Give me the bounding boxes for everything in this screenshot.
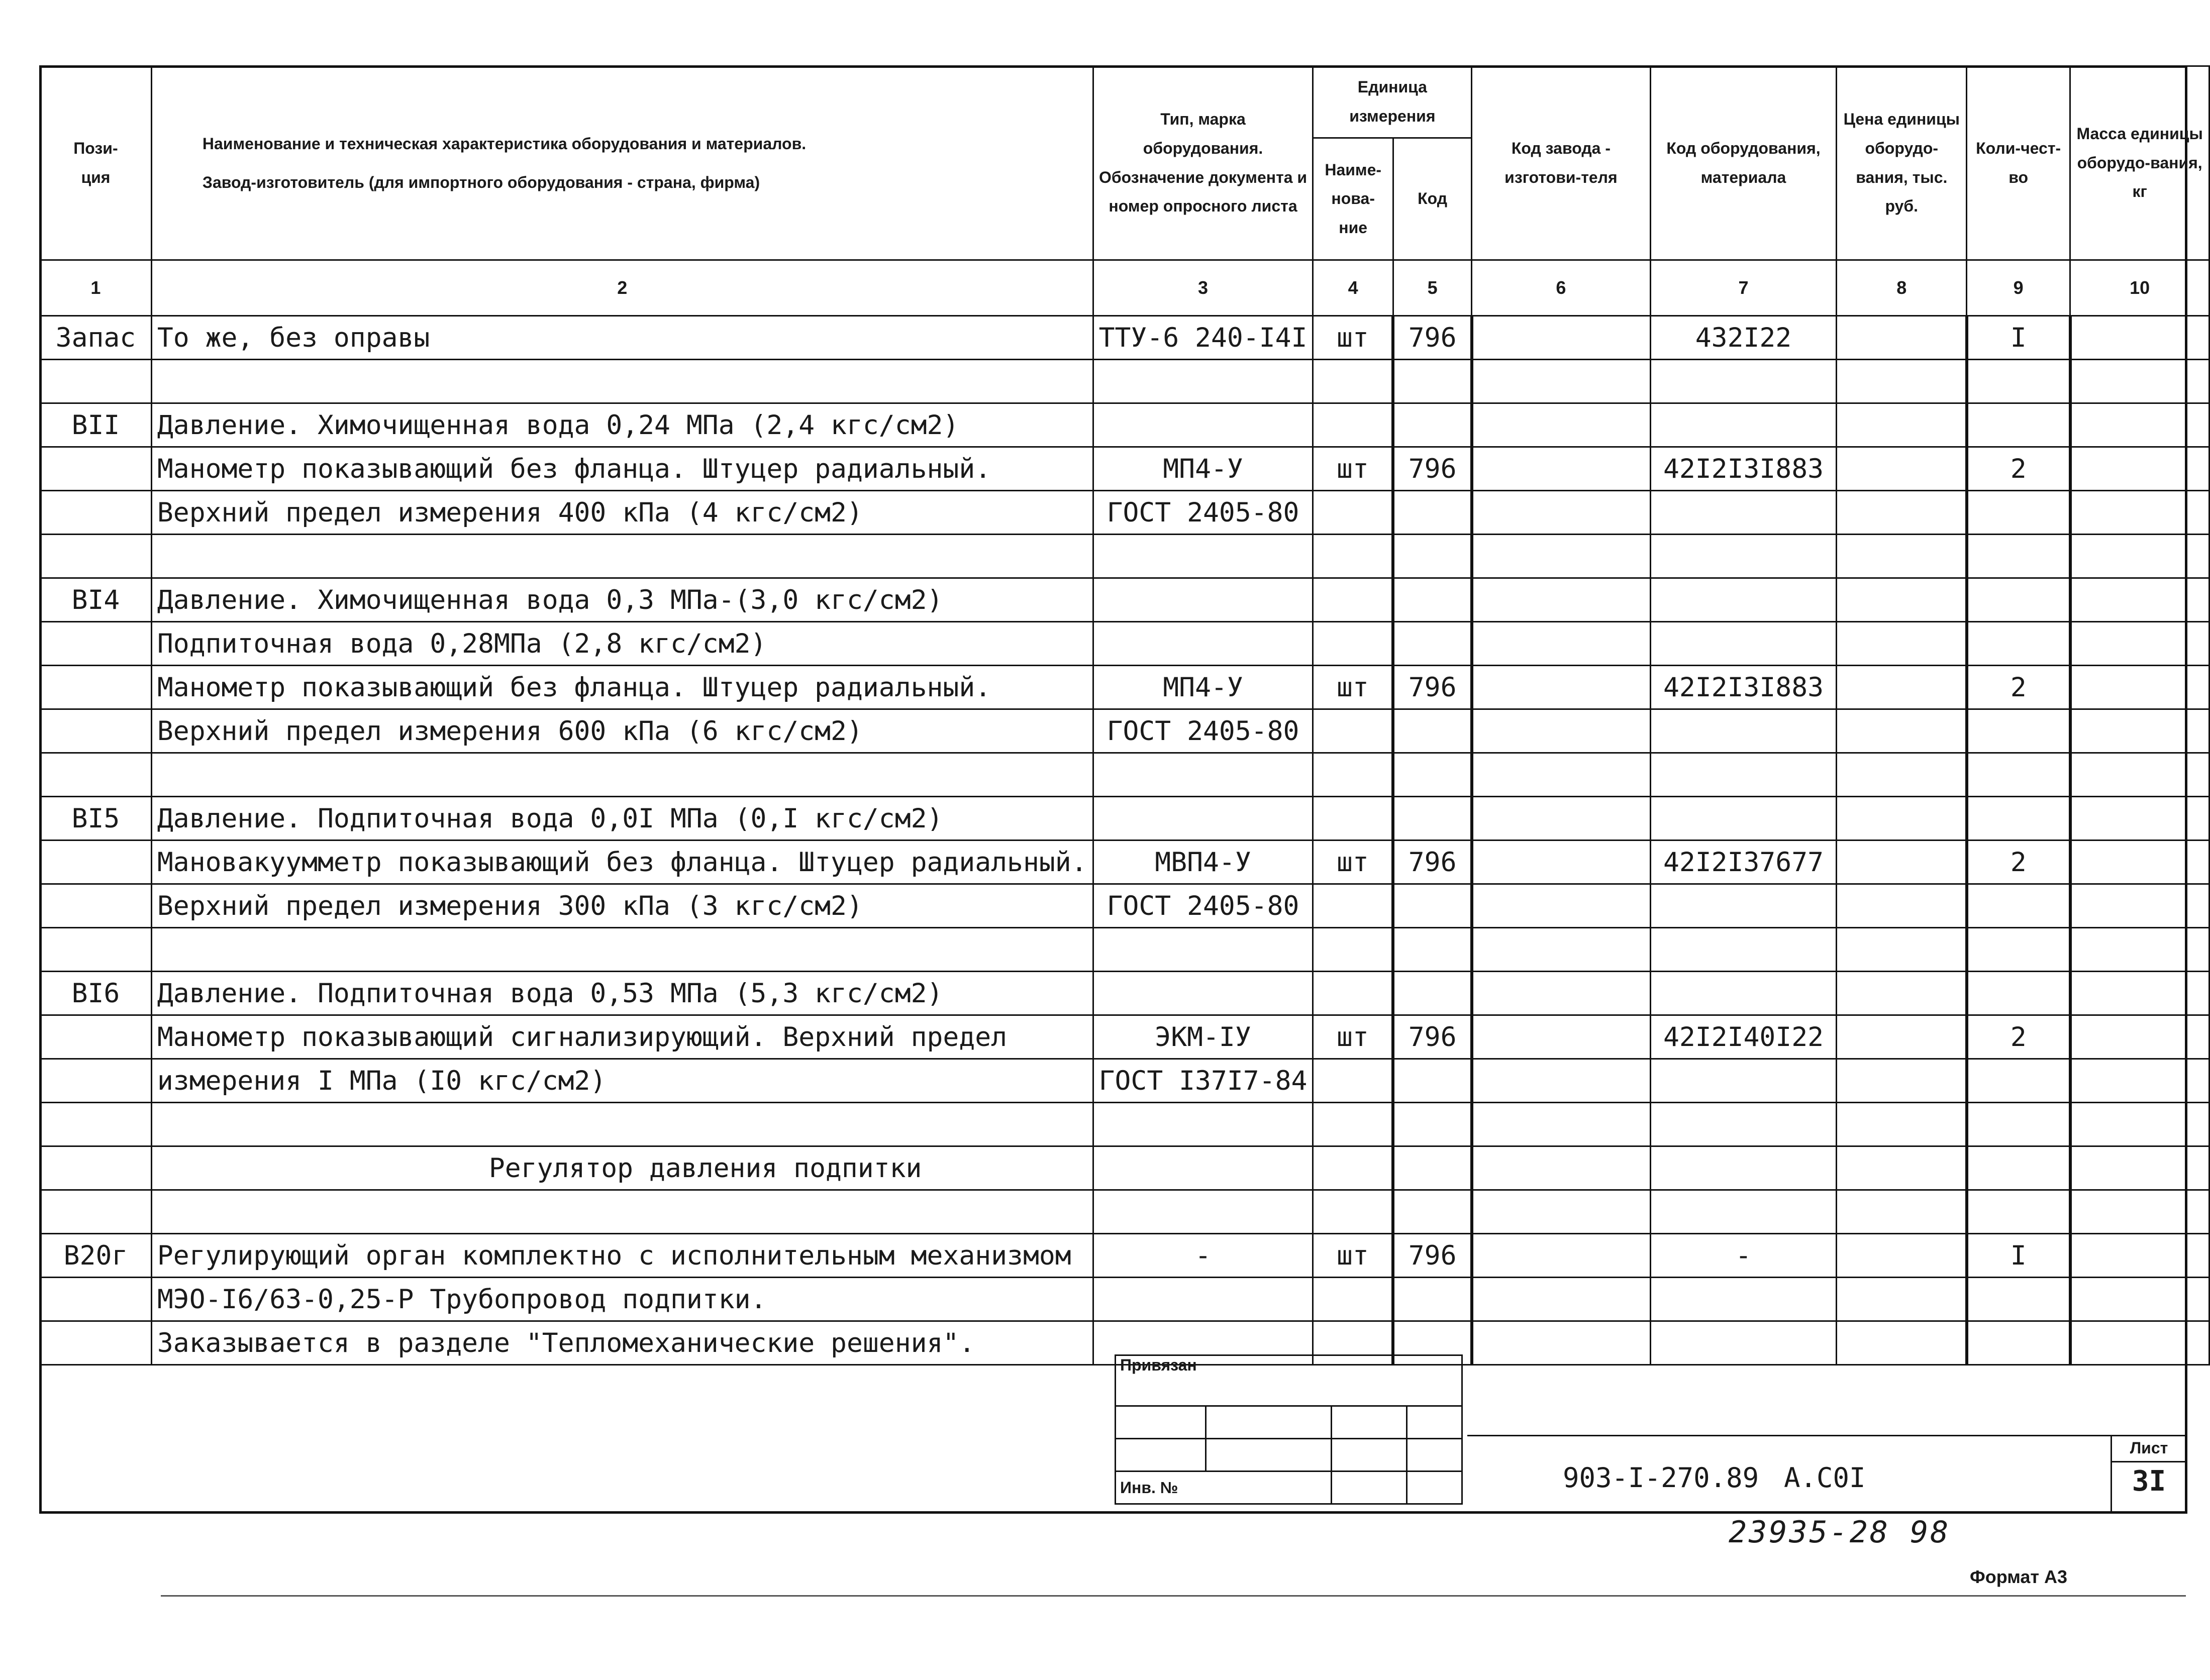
table-row — [40, 972, 2209, 1015]
type-cell: ГОСТ 2405-80 — [1093, 709, 1313, 753]
type-cell — [1093, 972, 1313, 1015]
unit-code-cell: 796 — [1393, 447, 1471, 491]
quantity-cell: I — [1967, 316, 2070, 360]
factory-code-cell — [1472, 666, 1650, 709]
approval-stamp — [1115, 1354, 1463, 1505]
unit-name-cell — [1313, 1059, 1393, 1103]
column-number: 8 — [1837, 260, 1967, 316]
column-number-row — [40, 260, 2209, 316]
table-row — [40, 1146, 2209, 1190]
equipment-code-cell — [1650, 491, 1837, 535]
unit-name-cell — [1313, 797, 1393, 841]
type-cell: - — [1093, 1234, 1313, 1278]
type-cell: ТТУ-6 240-I4I — [1093, 316, 1313, 360]
factory-code-cell — [1472, 403, 1650, 447]
type-cell — [1093, 578, 1313, 622]
price-cell — [1837, 666, 1967, 709]
mass-cell — [2070, 447, 2209, 491]
table-row — [40, 403, 2209, 447]
mass-cell — [2070, 491, 2209, 535]
type-cell: МП4-У — [1093, 666, 1313, 709]
factory-code-cell — [1472, 1146, 1650, 1190]
name-cell — [151, 535, 1093, 578]
mass-cell — [2070, 622, 2209, 666]
price-cell — [1837, 447, 1967, 491]
quantity-cell — [1967, 797, 2070, 841]
type-cell — [1093, 1190, 1313, 1234]
mass-cell — [2070, 535, 2209, 578]
name-cell — [151, 928, 1093, 972]
position-cell: B20г — [40, 1234, 152, 1278]
position-cell — [40, 709, 152, 753]
name-cell — [151, 360, 1093, 403]
equipment-code-cell — [1650, 1278, 1837, 1321]
header-factory-code: Код завода - изготови-теля — [1472, 66, 1650, 260]
quantity-cell — [1967, 1190, 2070, 1234]
table-row — [40, 360, 2209, 403]
equipment-code-cell — [1650, 1190, 1837, 1234]
mass-cell — [2070, 884, 2209, 928]
factory-code-cell — [1472, 1103, 1650, 1146]
unit-code-cell — [1393, 797, 1471, 841]
table-row — [40, 928, 2209, 972]
equipment-code-cell — [1650, 884, 1837, 928]
mass-cell — [2070, 578, 2209, 622]
mass-cell — [2070, 797, 2209, 841]
table-row — [40, 1234, 2209, 1278]
column-number: 1 — [40, 260, 152, 316]
table-row — [40, 316, 2209, 360]
price-cell — [1837, 1015, 1967, 1059]
factory-code-cell — [1472, 1015, 1650, 1059]
factory-code-cell — [1472, 535, 1650, 578]
price-cell — [1837, 1103, 1967, 1146]
name-cell: Давление. Химочищенная вода 0,24 МПа (2,4 кгс/см2) — [151, 403, 1093, 447]
unit-code-cell — [1393, 622, 1471, 666]
type-cell: МВП4-У — [1093, 841, 1313, 884]
name-cell: Манометр показывающий сигнализирующий. Верхний предел — [151, 1015, 1093, 1059]
mass-cell — [2070, 403, 2209, 447]
unit-name-cell — [1313, 928, 1393, 972]
price-cell — [1837, 709, 1967, 753]
mass-cell — [2070, 1146, 2209, 1190]
header-name-line1: Наименование и техническая характеристика оборудования и материалов. — [202, 134, 807, 153]
mass-cell — [2070, 1321, 2209, 1365]
column-number: 4 — [1313, 260, 1393, 316]
price-cell — [1837, 972, 1967, 1015]
name-cell: Манометр показывающий без фланца. Штуцер радиальный. — [151, 666, 1093, 709]
name-cell: Верхний предел измерения 400 кПа (4 кгс/см2) — [151, 491, 1093, 535]
header-quantity: Коли-чест-во — [1967, 66, 2070, 260]
equipment-code-cell: 42I2I3I883 — [1650, 666, 1837, 709]
unit-code-cell: 796 — [1393, 841, 1471, 884]
mass-cell — [2070, 1015, 2209, 1059]
mass-cell — [2070, 972, 2209, 1015]
equipment-code-cell — [1650, 753, 1837, 797]
header-position: Пози- ция — [40, 66, 152, 260]
unit-code-cell: 796 — [1393, 666, 1471, 709]
price-cell — [1837, 841, 1967, 884]
position-cell — [40, 1103, 152, 1146]
price-cell — [1837, 753, 1967, 797]
price-cell — [1837, 1190, 1967, 1234]
sheet-label: Лист — [2112, 1435, 2186, 1462]
position-cell — [40, 1015, 152, 1059]
position-cell: BI6 — [40, 972, 152, 1015]
quantity-cell — [1967, 360, 2070, 403]
price-cell — [1837, 403, 1967, 447]
name-cell: Регулятор давления подпитки — [151, 1146, 1093, 1190]
equipment-code-cell: 42I2I37677 — [1650, 841, 1837, 884]
unit-code-cell — [1393, 578, 1471, 622]
table-row — [40, 1190, 2209, 1234]
quantity-cell — [1967, 535, 2070, 578]
name-cell: Регулирующий орган комплектно с исполнительным механизмом — [151, 1234, 1093, 1278]
quantity-cell — [1967, 403, 2070, 447]
equipment-code-cell — [1650, 535, 1837, 578]
price-cell — [1837, 360, 1967, 403]
unit-code-cell — [1393, 1103, 1471, 1146]
price-cell — [1837, 1146, 1967, 1190]
unit-name-cell — [1313, 360, 1393, 403]
name-cell: Давление. Подпиточная вода 0,53 МПа (5,3 кгс/см2) — [151, 972, 1093, 1015]
unit-name-cell — [1313, 972, 1393, 1015]
name-cell — [151, 1190, 1093, 1234]
quantity-cell — [1967, 709, 2070, 753]
column-number: 10 — [2070, 260, 2209, 316]
quantity-cell — [1967, 928, 2070, 972]
position-cell — [40, 491, 152, 535]
equipment-code-cell — [1650, 928, 1837, 972]
name-cell — [151, 1103, 1093, 1146]
unit-code-cell — [1393, 972, 1471, 1015]
sheet-box — [2111, 1435, 2186, 1514]
header-unit-code: Код — [1393, 138, 1471, 260]
table-row — [40, 797, 2209, 841]
table-row — [40, 666, 2209, 709]
factory-code-cell — [1472, 316, 1650, 360]
column-number: 9 — [1967, 260, 2070, 316]
handwritten-number: 23935-28 98 — [1729, 1515, 1951, 1550]
unit-code-cell — [1393, 403, 1471, 447]
price-cell — [1837, 1278, 1967, 1321]
equipment-code-cell — [1650, 1103, 1837, 1146]
name-cell: Верхний предел измерения 300 кПа (3 кгс/см2) — [151, 884, 1093, 928]
unit-name-cell — [1313, 884, 1393, 928]
quantity-cell — [1967, 1103, 2070, 1146]
header-unit-mass: Масса единицы оборудо-вания, кг — [2070, 66, 2209, 260]
name-cell: измерения I МПа (I0 кгс/см2) — [151, 1059, 1093, 1103]
position-cell: BI4 — [40, 578, 152, 622]
position-cell — [40, 447, 152, 491]
unit-name-cell: шт — [1313, 666, 1393, 709]
equipment-code-cell: 42I2I3I883 — [1650, 447, 1837, 491]
price-cell — [1837, 1059, 1967, 1103]
quantity-cell — [1967, 884, 2070, 928]
unit-name-cell — [1313, 709, 1393, 753]
name-cell — [151, 753, 1093, 797]
type-cell: ГОСТ I37I7-84 — [1093, 1059, 1313, 1103]
unit-code-cell: 796 — [1393, 1234, 1471, 1278]
factory-code-cell — [1472, 841, 1650, 884]
position-cell — [40, 928, 152, 972]
equipment-code-cell — [1650, 972, 1837, 1015]
unit-name-cell — [1313, 622, 1393, 666]
factory-code-cell — [1472, 491, 1650, 535]
quantity-cell: 2 — [1967, 1015, 2070, 1059]
unit-code-cell — [1393, 1059, 1471, 1103]
unit-name-cell — [1313, 1278, 1393, 1321]
type-cell — [1093, 928, 1313, 972]
unit-name-cell: шт — [1313, 1015, 1393, 1059]
quantity-cell — [1967, 491, 2070, 535]
table-row — [40, 1059, 2209, 1103]
column-number: 5 — [1393, 260, 1471, 316]
unit-name-cell — [1313, 753, 1393, 797]
quantity-cell: 2 — [1967, 666, 2070, 709]
equipment-code-cell: - — [1650, 1234, 1837, 1278]
quantity-cell — [1967, 622, 2070, 666]
header-name — [151, 66, 1093, 260]
factory-code-cell — [1472, 1190, 1650, 1234]
mass-cell — [2070, 1234, 2209, 1278]
table-row — [40, 1278, 2209, 1321]
column-number: 2 — [151, 260, 1093, 316]
specification-table — [39, 65, 2210, 1366]
stamp-inventory-label: Инв. № — [1116, 1472, 1332, 1504]
stamp-linked-label: Привязан — [1116, 1355, 1462, 1406]
factory-code-cell — [1472, 1321, 1650, 1365]
unit-code-cell — [1393, 1146, 1471, 1190]
price-cell — [1837, 884, 1967, 928]
factory-code-cell — [1472, 1278, 1650, 1321]
equipment-code-cell — [1650, 403, 1837, 447]
mass-cell — [2070, 316, 2209, 360]
equipment-code-cell: 432I22 — [1650, 316, 1837, 360]
position-cell — [40, 1190, 152, 1234]
unit-name-cell — [1313, 1103, 1393, 1146]
unit-name-cell — [1313, 1146, 1393, 1190]
unit-name-cell — [1313, 403, 1393, 447]
price-cell — [1837, 1321, 1967, 1365]
unit-name-cell: шт — [1313, 841, 1393, 884]
type-cell — [1093, 535, 1313, 578]
header-unit-price: Цена единицы оборудо-вания, тыс. руб. — [1837, 66, 1967, 260]
position-cell — [40, 1321, 152, 1365]
position-cell: Запас — [40, 316, 152, 360]
unit-code-cell: 796 — [1393, 316, 1471, 360]
header-name-line2: Завод-изготовитель (для импортного оборудования - страна, фирма) — [202, 173, 760, 191]
quantity-cell: 2 — [1967, 447, 2070, 491]
quantity-cell: 2 — [1967, 841, 2070, 884]
mass-cell — [2070, 1103, 2209, 1146]
unit-name-cell — [1313, 1190, 1393, 1234]
mass-cell — [2070, 360, 2209, 403]
mass-cell — [2070, 1278, 2209, 1321]
unit-name-cell — [1313, 578, 1393, 622]
position-cell: BII — [40, 403, 152, 447]
table-row — [40, 709, 2209, 753]
mass-cell — [2070, 1190, 2209, 1234]
unit-code-cell — [1393, 884, 1471, 928]
name-cell: Манометр показывающий без фланца. Штуцер радиальный. — [151, 447, 1093, 491]
mass-cell — [2070, 841, 2209, 884]
equipment-code-cell — [1650, 360, 1837, 403]
price-cell — [1837, 491, 1967, 535]
sheet-number: 3I — [2132, 1465, 2166, 1498]
position-cell — [40, 535, 152, 578]
position-cell — [40, 753, 152, 797]
quantity-cell — [1967, 1278, 2070, 1321]
quantity-cell: I — [1967, 1234, 2070, 1278]
unit-name-cell — [1313, 535, 1393, 578]
quantity-cell — [1967, 1321, 2070, 1365]
name-cell: Подпиточная вода 0,28МПа (2,8 кгс/см2) — [151, 622, 1093, 666]
factory-code-cell — [1472, 972, 1650, 1015]
factory-code-cell — [1472, 578, 1650, 622]
unit-code-cell — [1393, 1278, 1471, 1321]
table-row — [40, 1015, 2209, 1059]
mass-cell — [2070, 1059, 2209, 1103]
position-cell — [40, 1059, 152, 1103]
price-cell — [1837, 1234, 1967, 1278]
type-cell: ГОСТ 2405-80 — [1093, 884, 1313, 928]
quantity-cell — [1967, 1146, 2070, 1190]
price-cell — [1837, 928, 1967, 972]
factory-code-cell — [1472, 622, 1650, 666]
table-row — [40, 491, 2209, 535]
document-suffix: А.С0I — [1784, 1462, 1866, 1494]
unit-code-cell: 796 — [1393, 1015, 1471, 1059]
name-cell: Мановакуумметр показывающий без фланца. Штуцер радиальный. — [151, 841, 1093, 884]
position-cell — [40, 841, 152, 884]
cut-line — [161, 1595, 2186, 1597]
type-cell — [1093, 622, 1313, 666]
equipment-code-cell — [1650, 622, 1837, 666]
type-cell — [1093, 403, 1313, 447]
quantity-cell — [1967, 578, 2070, 622]
equipment-code-cell — [1650, 1059, 1837, 1103]
factory-code-cell — [1472, 360, 1650, 403]
price-cell — [1837, 622, 1967, 666]
position-cell — [40, 1146, 152, 1190]
factory-code-cell — [1472, 928, 1650, 972]
position-cell — [40, 1278, 152, 1321]
type-cell — [1093, 797, 1313, 841]
header-equipment-code: Код оборудования, материала — [1650, 66, 1837, 260]
type-cell: ЭКМ-IУ — [1093, 1015, 1313, 1059]
name-cell: МЭО-I6/63-0,25-Р Трубопровод подпитки. — [151, 1278, 1093, 1321]
header-unit-name: Наиме-нова-ние — [1313, 138, 1393, 260]
column-number: 3 — [1093, 260, 1313, 316]
price-cell — [1837, 578, 1967, 622]
equipment-code-cell — [1650, 1146, 1837, 1190]
position-cell — [40, 360, 152, 403]
unit-name-cell — [1313, 491, 1393, 535]
unit-code-cell — [1393, 535, 1471, 578]
mass-cell — [2070, 709, 2209, 753]
header-unit-group: Единица измерения — [1313, 66, 1472, 138]
unit-code-cell — [1393, 491, 1471, 535]
name-cell: Заказывается в разделе "Тепломеханические решения". — [151, 1321, 1093, 1365]
equipment-code-cell: 42I2I40I22 — [1650, 1015, 1837, 1059]
unit-code-cell — [1393, 1190, 1471, 1234]
table-row — [40, 841, 2209, 884]
unit-name-cell: шт — [1313, 316, 1393, 360]
price-cell — [1837, 797, 1967, 841]
type-cell — [1093, 1103, 1313, 1146]
unit-name-cell: шт — [1313, 447, 1393, 491]
document-number: 903-I-270.89 — [1563, 1462, 1759, 1494]
type-cell — [1093, 360, 1313, 403]
table-row — [40, 753, 2209, 797]
quantity-cell — [1967, 753, 2070, 797]
unit-code-cell — [1393, 928, 1471, 972]
equipment-code-cell — [1650, 709, 1837, 753]
paper-format: Формат А3 — [1970, 1566, 2068, 1587]
table-row — [40, 535, 2209, 578]
name-cell: Давление. Химочищенная вода 0,3 МПа-(3,0 кгс/см2) — [151, 578, 1093, 622]
quantity-cell — [1967, 1059, 2070, 1103]
factory-code-cell — [1472, 797, 1650, 841]
unit-code-cell — [1393, 753, 1471, 797]
factory-code-cell — [1472, 709, 1650, 753]
table-row — [40, 1103, 2209, 1146]
unit-name-cell: шт — [1313, 1234, 1393, 1278]
table-row — [40, 578, 2209, 622]
mass-cell — [2070, 928, 2209, 972]
factory-code-cell — [1472, 1234, 1650, 1278]
factory-code-cell — [1472, 884, 1650, 928]
type-cell — [1093, 1146, 1313, 1190]
factory-code-cell — [1472, 447, 1650, 491]
column-number: 6 — [1472, 260, 1650, 316]
type-cell — [1093, 753, 1313, 797]
type-cell — [1093, 1278, 1313, 1321]
position-cell — [40, 884, 152, 928]
factory-code-cell — [1472, 1059, 1650, 1103]
equipment-code-cell — [1650, 797, 1837, 841]
price-cell — [1837, 316, 1967, 360]
price-cell — [1837, 535, 1967, 578]
unit-code-cell — [1393, 360, 1471, 403]
header-type: Тип, марка оборудования. Обозначение документа и номер опросного листа — [1093, 66, 1313, 260]
equipment-code-cell — [1650, 1321, 1837, 1365]
name-cell: Верхний предел измерения 600 кПа (6 кгс/см2) — [151, 709, 1093, 753]
title-block-line — [1467, 1435, 2187, 1436]
table-row — [40, 884, 2209, 928]
equipment-code-cell — [1650, 578, 1837, 622]
column-number: 7 — [1650, 260, 1837, 316]
mass-cell — [2070, 666, 2209, 709]
position-cell: BI5 — [40, 797, 152, 841]
table-row — [40, 622, 2209, 666]
type-cell: МП4-У — [1093, 447, 1313, 491]
name-cell: То же, без оправы — [151, 316, 1093, 360]
position-cell — [40, 666, 152, 709]
name-cell: Давление. Подпиточная вода 0,0I МПа (0,I кгс/см2) — [151, 797, 1093, 841]
mass-cell — [2070, 753, 2209, 797]
position-cell — [40, 622, 152, 666]
unit-code-cell — [1393, 709, 1471, 753]
factory-code-cell — [1472, 753, 1650, 797]
quantity-cell — [1967, 972, 2070, 1015]
table-row — [40, 447, 2209, 491]
type-cell: ГОСТ 2405-80 — [1093, 491, 1313, 535]
